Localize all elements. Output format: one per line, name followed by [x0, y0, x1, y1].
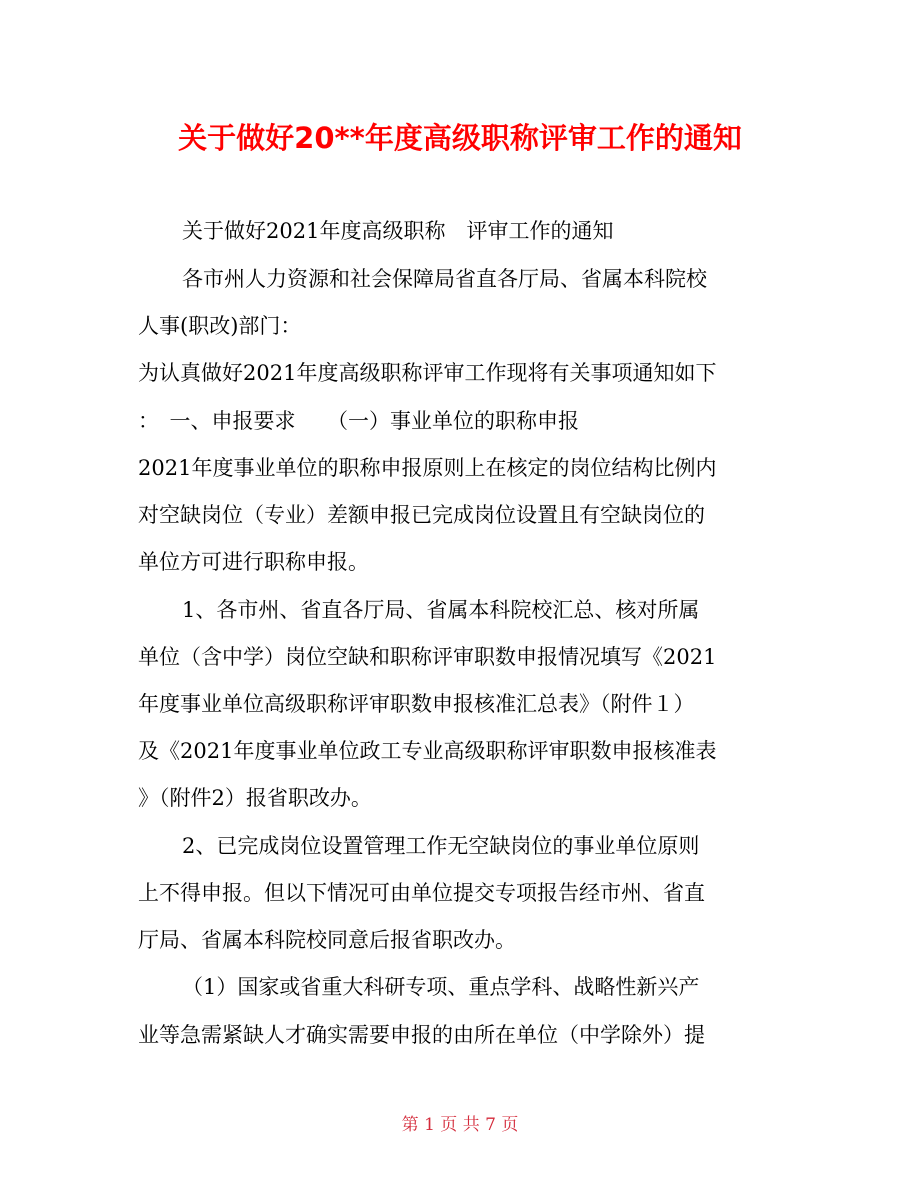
body-line-9: 1、各市州、省直各厅局、省属本科院校汇总、核对所属	[182, 598, 700, 622]
body-line-16: 厅局、省属本科院校同意后报省职改办。	[138, 928, 516, 952]
body-line-14: 2、已完成岗位设置管理工作无空缺岗位的事业单位原则	[182, 834, 700, 858]
body-line-12: 及《2021年度事业单位政工专业高级职称评审职数申报核准表	[138, 739, 717, 763]
body-line-3: 人事(职改)部门：	[138, 314, 302, 338]
body-line-15: 上不得申报。但以下情况可由单位提交专项报告经市州、省直	[138, 881, 705, 905]
page-number-footer: 第 1 页 共 7 页	[401, 1115, 519, 1135]
body-line-18: 业等急需紧缺人才确实需要申报的由所在单位（中学除外）提	[138, 1023, 705, 1047]
body-line-4: 为认真做好2021年度高级职称评审工作现将有关事项通知如下	[138, 361, 717, 385]
body-line-5: ： 一、申报要求 （一）事业单位的职称申报	[138, 409, 579, 433]
body-line-7: 对空缺岗位（专业）差额申报已完成岗位设置且有空缺岗位的	[138, 503, 705, 527]
body-line-13: 》（附件2）报省职改办。	[138, 786, 372, 810]
body-line-2: 各市州人力资源和社会保障局省直各厅局、省属本科院校	[182, 267, 707, 291]
document-title: 关于做好20**年度高级职称评审工作的通知	[178, 121, 742, 155]
body-line-17: （1）国家或省重大科研专项、重点学科、战略性新兴产	[182, 975, 700, 999]
body-line-6: 2021年度事业单位的职称申报原则上在核定的岗位结构比例内	[138, 456, 717, 480]
body-line-8: 单位方可进行职称申报。	[138, 550, 369, 574]
body-line-1: 关于做好2021年度高级职称 评审工作的通知	[182, 219, 614, 243]
body-line-11: 年度事业单位高级职称评审职数申报核准汇总表》（附件１）	[138, 692, 695, 716]
body-line-10: 单位（含中学）岗位空缺和职称评审职数申报情况填写《2021	[138, 645, 717, 669]
